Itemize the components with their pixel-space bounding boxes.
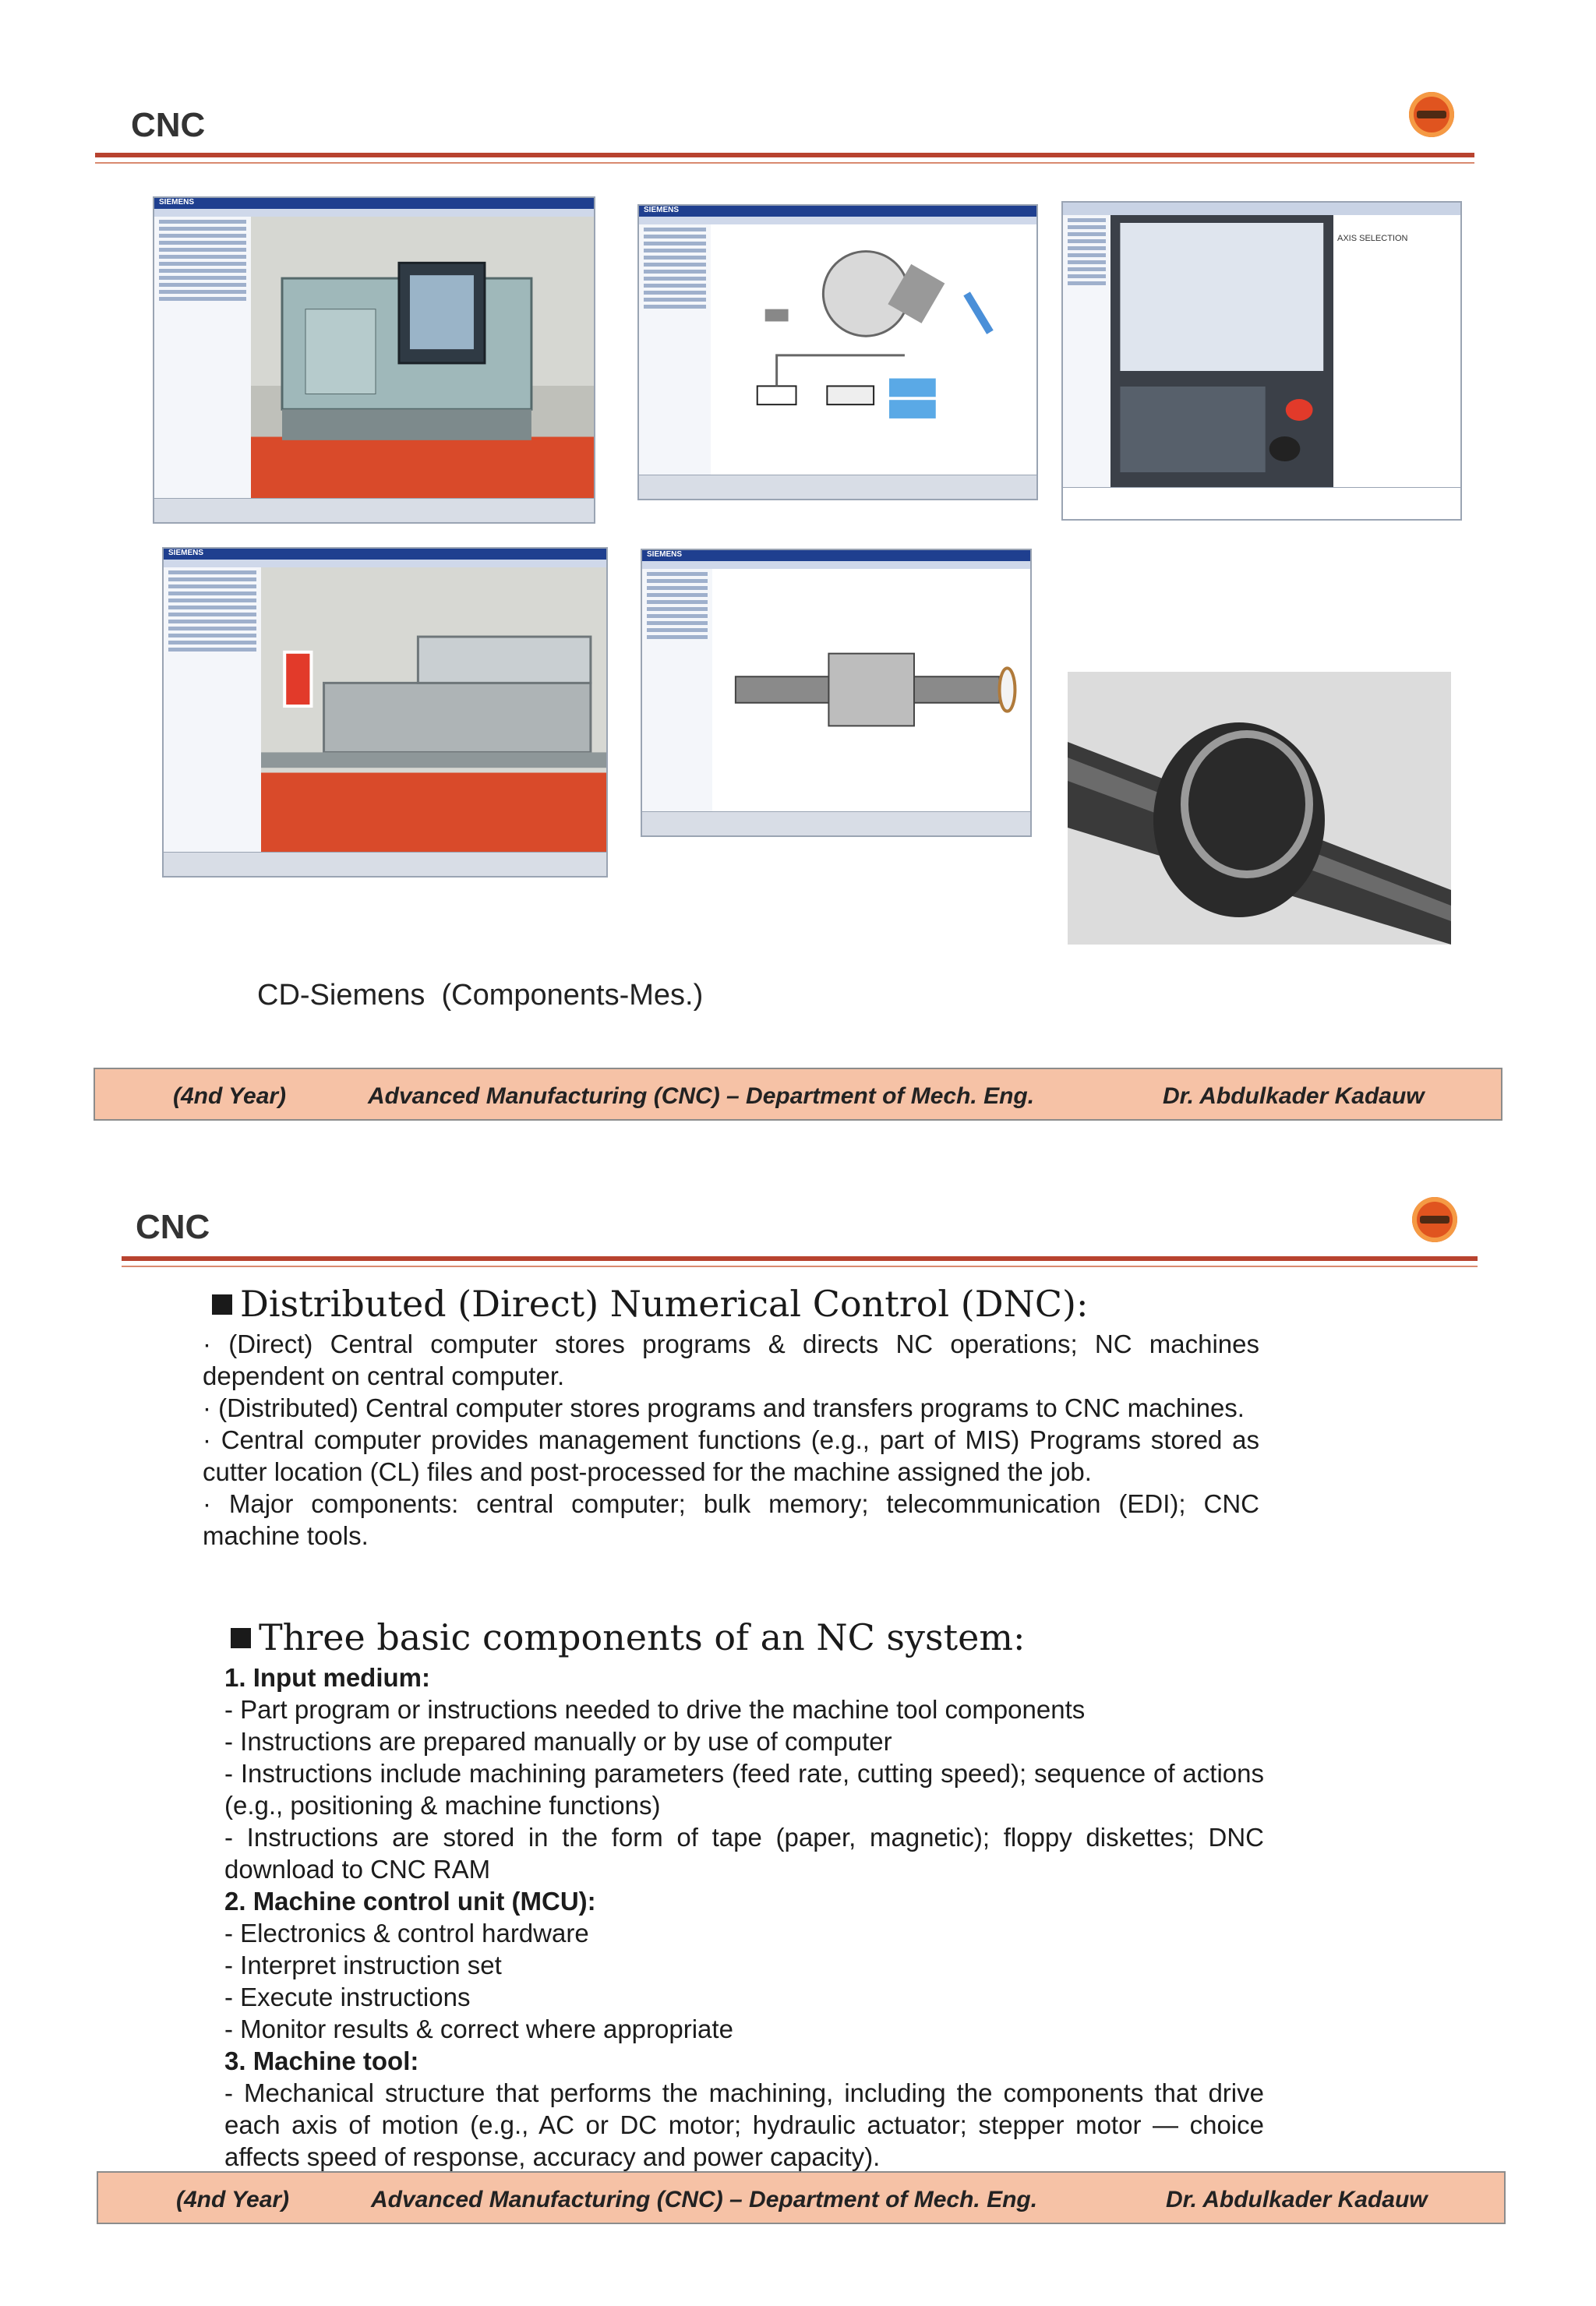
- screenshot-brand: SIEMENS: [159, 198, 195, 207]
- ball-screw-photo: [1068, 672, 1451, 945]
- footer-author: Dr. Abdulkader Kadauw: [1166, 2187, 1428, 2212]
- screenshot-machine-bed: [162, 547, 608, 878]
- header-rule-secondary: [95, 162, 1474, 164]
- footer-course: Advanced Manufacturing (CNC) – Department of Mech. Eng.: [368, 1083, 1035, 1109]
- dnc-heading-text: Distributed (Direct) Numerical Control (DNC):: [240, 1283, 1089, 1325]
- square-bullet-icon: [212, 1294, 232, 1315]
- section-title-mcu: 2. Machine control unit (MCU):: [224, 1887, 596, 1916]
- header-rule-secondary: [122, 1266, 1478, 1267]
- list-item: - Interpret instruction set: [224, 1951, 502, 1979]
- dnc-point: · (Direct) Central computer stores programs & directs NC operations; NC machines dependent on central computer.: [203, 1330, 1259, 1390]
- machine-bed-illustration: [261, 567, 606, 853]
- page-1-header-title: CNC: [131, 106, 206, 144]
- screenshot-control-panel: [1061, 201, 1462, 521]
- list-item: - Mechanical structure that performs the machining, including the components that drive each axis of motion (e.g., AC or DC motor; hydraulic actuator; stepper motor — choice affects speed of response, accuracy and power capacity).: [224, 2078, 1264, 2171]
- list-item: - Part program or instructions needed to drive the machine tool components: [224, 1695, 1086, 1724]
- footer-year: (4nd Year): [176, 2187, 290, 2212]
- screenshot-brand: SIEMENS: [168, 549, 204, 557]
- section-title-machine-tool: 3. Machine tool:: [224, 2046, 419, 2075]
- square-bullet-icon: [231, 1628, 251, 1648]
- list-item: - Instructions are stored in the form of tape (paper, magnetic); floppy diskettes; DNC download to CNC RAM: [224, 1823, 1264, 1884]
- header-rule: [95, 153, 1474, 157]
- dnc-heading: [212, 1283, 1088, 1325]
- footer-author: Dr. Abdulkader Kadauw: [1163, 1083, 1425, 1109]
- university-logo-icon: [1409, 92, 1454, 137]
- footer-year: (4nd Year): [173, 1083, 287, 1109]
- page-2-header-title: CNC: [136, 1208, 210, 1246]
- list-item: - Execute instructions: [224, 1983, 471, 2011]
- measuring-system-diagram: [711, 224, 1036, 475]
- screenshot-lathe-machine: [153, 196, 595, 524]
- ball-screw-photo-illustration: [1068, 672, 1451, 945]
- list-item: - Electronics & control hardware: [224, 1919, 589, 1948]
- screenshot-ball-screw: [641, 549, 1032, 837]
- dnc-points: [203, 1328, 1259, 1552]
- screenshot-measuring-system: [637, 204, 1038, 500]
- footer-course: Advanced Manufacturing (CNC) – Department of Mech. Eng.: [371, 2187, 1038, 2212]
- dnc-point: · Major components: central computer; bulk memory; telecommunication (EDI); CNC machine tools.: [203, 1489, 1259, 1550]
- header-rule: [122, 1256, 1478, 1261]
- screenshot-brand: SIEMENS: [647, 550, 683, 559]
- page-2-footer: [97, 2171, 1506, 2224]
- dnc-point: · (Distributed) Central computer stores programs and transfers programs to CNC machines.: [203, 1393, 1245, 1422]
- nc-components-heading: [231, 1616, 1025, 1658]
- axis-selection-label: AXIS SELECTION: [1337, 234, 1408, 243]
- university-logo-icon: [1412, 1197, 1457, 1242]
- nc-components-list: [224, 1662, 1264, 2173]
- screenshot-brand: SIEMENS: [644, 206, 680, 214]
- list-item: - Instructions are prepared manually or by use of computer: [224, 1727, 892, 1756]
- dnc-point: · Central computer provides management functions (e.g., part of MIS) Programs stored as cutter location (CL) files and post-processed for the machine assigned the job.: [203, 1425, 1259, 1486]
- section-title-input-medium: 1. Input medium:: [224, 1663, 430, 1692]
- figure-caption: CD-Siemens (Components-Mes.): [257, 979, 704, 1012]
- list-item: - Instructions include machining parameters (feed rate, cutting speed); sequence of actions (e.g., positioning & machine functions): [224, 1759, 1264, 1820]
- list-item: - Monitor results & correct where appropriate: [224, 2015, 733, 2043]
- control-panel-illustration: [1110, 215, 1333, 488]
- page-1-footer: [94, 1068, 1502, 1121]
- lathe-illustration: [251, 217, 594, 499]
- ball-screw-diagram: [712, 569, 1030, 812]
- nc-components-heading-text: Three basic components of an NC system:: [259, 1616, 1026, 1658]
